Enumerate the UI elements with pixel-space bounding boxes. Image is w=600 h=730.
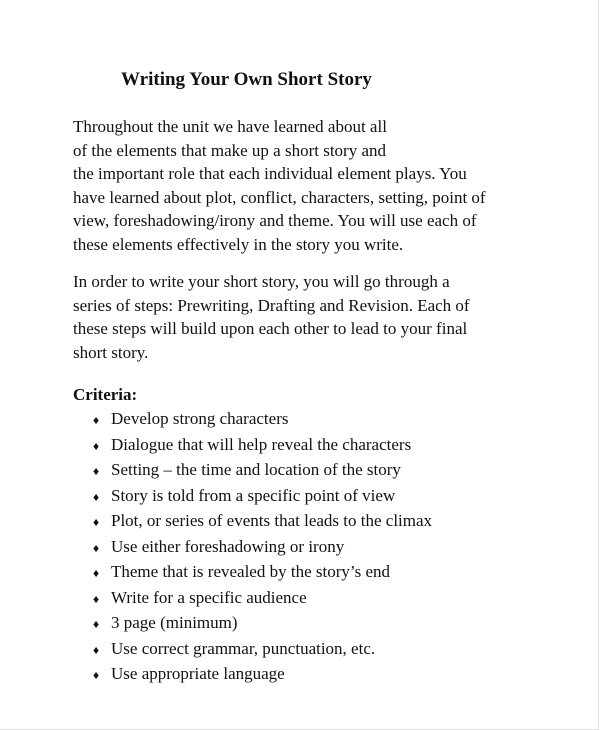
diamond-bullet-icon: ♦: [93, 617, 100, 631]
diamond-bullet-icon: ♦: [93, 566, 100, 580]
criteria-list: [93, 407, 432, 688]
criteria-item: [93, 637, 432, 663]
intro-line: Throughout the unit we have learned about all: [73, 117, 387, 136]
criteria-item: [93, 407, 432, 433]
criteria-item: [93, 586, 432, 612]
criteria-item-text: Story is told from a specific point of view: [111, 485, 396, 505]
diamond-bullet-icon: ♦: [93, 515, 100, 529]
steps-paragraph: [73, 270, 470, 364]
page-title: Writing Your Own Short Story: [121, 69, 372, 90]
diamond-bullet-icon: ♦: [93, 489, 100, 504]
criteria-item-text: Dialogue that will help reveal the characters: [111, 434, 412, 454]
intro-line: view, foreshadowing/irony and theme. You will use each of: [73, 211, 477, 230]
criteria-item: [93, 484, 432, 510]
steps-line: these steps will build upon each other to lead to your final: [73, 319, 468, 338]
criteria-item-text: Use appropriate language: [111, 664, 285, 683]
criteria-item: [93, 662, 432, 688]
criteria-item-text: Use correct grammar, punctuation, etc.: [111, 638, 376, 658]
diamond-bullet-icon: ♦: [93, 413, 100, 427]
diamond-bullet-icon: ♦: [93, 540, 100, 555]
criteria-item-text: Theme that is revealed by the story’s end: [111, 562, 390, 581]
intro-line: have learned about plot, conflict, characters, setting, point of: [73, 187, 486, 207]
criteria-item: [93, 535, 432, 561]
diamond-bullet-icon: ♦: [93, 464, 100, 478]
steps-line: short story.: [73, 342, 149, 362]
criteria-item-text: 3 page (minimum): [111, 613, 238, 632]
diamond-bullet-icon: ♦: [93, 438, 100, 453]
intro-line: these elements effectively in the story you write.: [73, 234, 404, 254]
criteria-item-text: Setting – the time and location of the story: [111, 460, 401, 479]
steps-line: In order to write your short story, you will go through a: [73, 272, 450, 291]
criteria-item: [93, 458, 432, 484]
diamond-bullet-icon: ♦: [93, 591, 100, 606]
criteria-item: [93, 433, 432, 459]
diamond-bullet-icon: ♦: [93, 668, 100, 682]
criteria-item-text: Write for a specific audience: [111, 587, 307, 607]
criteria-item-text: Plot, or series of events that leads to the climax: [111, 511, 433, 530]
criteria-item: [93, 509, 432, 535]
intro-line: of the elements that make up a short story and: [73, 140, 386, 160]
criteria-item: [93, 560, 432, 586]
intro-paragraph: [73, 115, 486, 256]
intro-line: the important role that each individual element plays. You: [73, 164, 467, 183]
criteria-item-text: Use either foreshadowing or irony: [111, 536, 345, 556]
steps-line: series of steps: Prewriting, Drafting and Revision. Each of: [73, 295, 470, 315]
diamond-bullet-icon: ♦: [93, 642, 100, 657]
criteria-item: [93, 611, 432, 637]
criteria-item-text: Develop strong characters: [111, 409, 289, 428]
criteria-heading: Criteria:: [73, 385, 138, 404]
